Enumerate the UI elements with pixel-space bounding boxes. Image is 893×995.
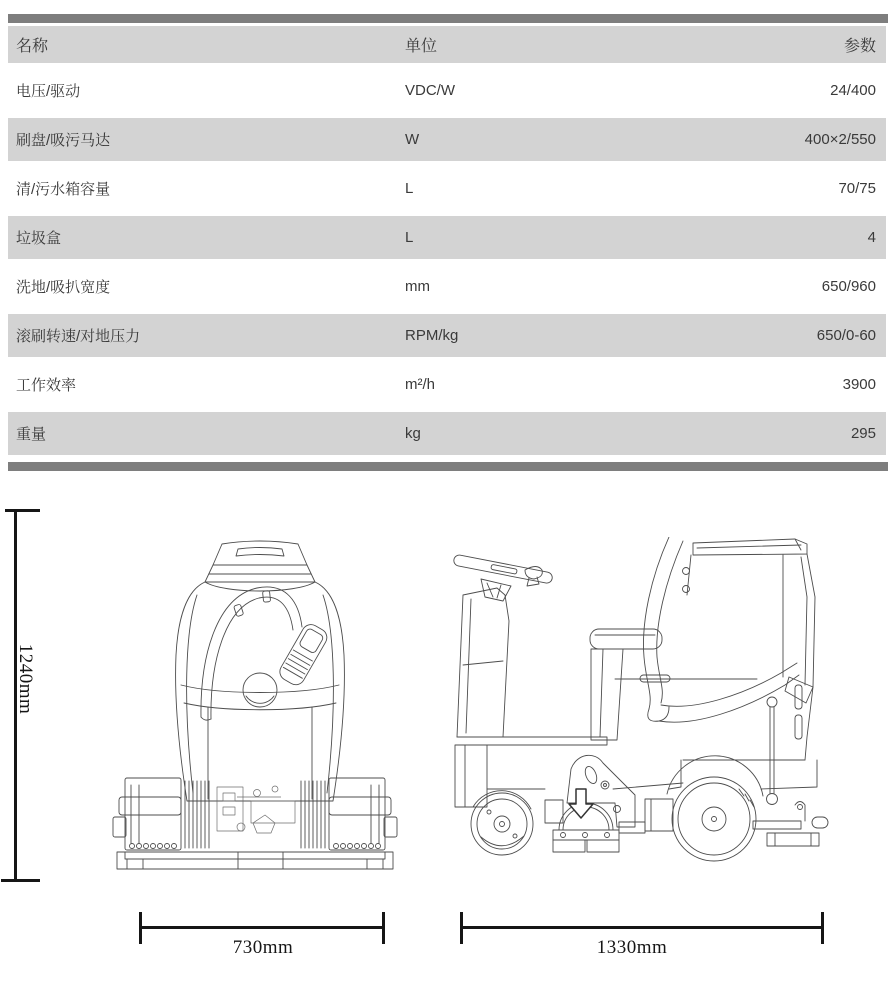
side-seat-panel bbox=[590, 537, 799, 740]
spec-name-cell: 滚刷转速/对地压力 bbox=[16, 328, 141, 345]
side-length-dimension-cap-right bbox=[821, 912, 824, 944]
spec-value-cell: 295 bbox=[850, 425, 876, 442]
side-length-dimension-label: 1330mm bbox=[596, 937, 668, 958]
spec-unit-cell: L bbox=[405, 229, 414, 246]
spec-value-cell: 400×2/550 bbox=[804, 131, 876, 148]
spec-value-cell: 70/75 bbox=[838, 180, 876, 197]
spec-unit-cell: m²/h bbox=[405, 376, 435, 393]
machine-side-view-drawing bbox=[445, 537, 860, 872]
height-dimension-label: 1240mm bbox=[15, 643, 36, 715]
table-row bbox=[8, 357, 886, 412]
table-row bbox=[8, 314, 886, 357]
table-header-row bbox=[8, 26, 886, 63]
front-vacuum-hose bbox=[201, 587, 330, 720]
spec-name-cell: 工作效率 bbox=[16, 377, 77, 394]
front-bottom-plate bbox=[117, 852, 393, 869]
spec-unit-cell: mm bbox=[405, 278, 430, 295]
machine-front-view-drawing bbox=[105, 535, 405, 880]
side-front-caster-wheel bbox=[471, 791, 533, 855]
front-width-dimension-line bbox=[139, 926, 385, 929]
side-steering-assembly bbox=[453, 554, 553, 737]
table-row bbox=[8, 161, 886, 216]
column-header-name: 名称 bbox=[16, 38, 49, 55]
spec-unit-cell: W bbox=[405, 131, 420, 148]
side-length-dimension-cap-left bbox=[460, 912, 463, 944]
front-width-dimension-label: 730mm bbox=[232, 937, 294, 958]
front-body-outline bbox=[176, 541, 345, 801]
spec-table bbox=[8, 26, 886, 455]
side-length-dimension-line bbox=[460, 926, 824, 929]
table-row bbox=[8, 216, 886, 259]
bottom-divider-bar bbox=[8, 462, 888, 471]
spec-unit-cell: VDC/W bbox=[405, 82, 455, 99]
height-dimension-cap-top bbox=[5, 509, 40, 512]
spec-value-cell: 3900 bbox=[842, 376, 876, 393]
spec-unit-cell: kg bbox=[405, 425, 421, 442]
spec-name-cell: 刷盘/吸污马达 bbox=[16, 132, 111, 149]
spec-value-cell: 4 bbox=[867, 229, 876, 246]
spec-name-cell: 洗地/吸扒宽度 bbox=[16, 279, 111, 296]
table-row bbox=[8, 63, 886, 118]
front-base-assembly bbox=[113, 778, 397, 850]
column-header-value: 参数 bbox=[843, 38, 876, 55]
top-divider-bar bbox=[8, 14, 888, 23]
height-dimension-cap-bottom bbox=[1, 879, 40, 882]
spec-unit-cell: L bbox=[405, 180, 414, 197]
front-width-dimension-cap-left bbox=[139, 912, 142, 944]
spec-unit-cell: RPM/kg bbox=[405, 327, 459, 344]
spec-value-cell: 650/0-60 bbox=[816, 327, 876, 344]
front-width-dimension-cap-right bbox=[382, 912, 385, 944]
front-machinery-detail bbox=[217, 786, 295, 833]
spec-name-cell: 垃圾盒 bbox=[16, 230, 62, 247]
spec-name-cell: 重量 bbox=[16, 426, 47, 443]
spec-value-cell: 650/960 bbox=[821, 278, 876, 295]
brush-pressure-arrow-icon bbox=[569, 789, 593, 818]
column-header-unit: 单位 bbox=[405, 38, 438, 55]
table-row bbox=[8, 259, 886, 314]
table-row bbox=[8, 412, 886, 455]
spec-value-cell: 24/400 bbox=[830, 82, 876, 99]
spec-name-cell: 清/污水箱容量 bbox=[16, 181, 111, 198]
spec-name-cell: 电压/驱动 bbox=[16, 83, 81, 100]
table-row bbox=[8, 118, 886, 161]
